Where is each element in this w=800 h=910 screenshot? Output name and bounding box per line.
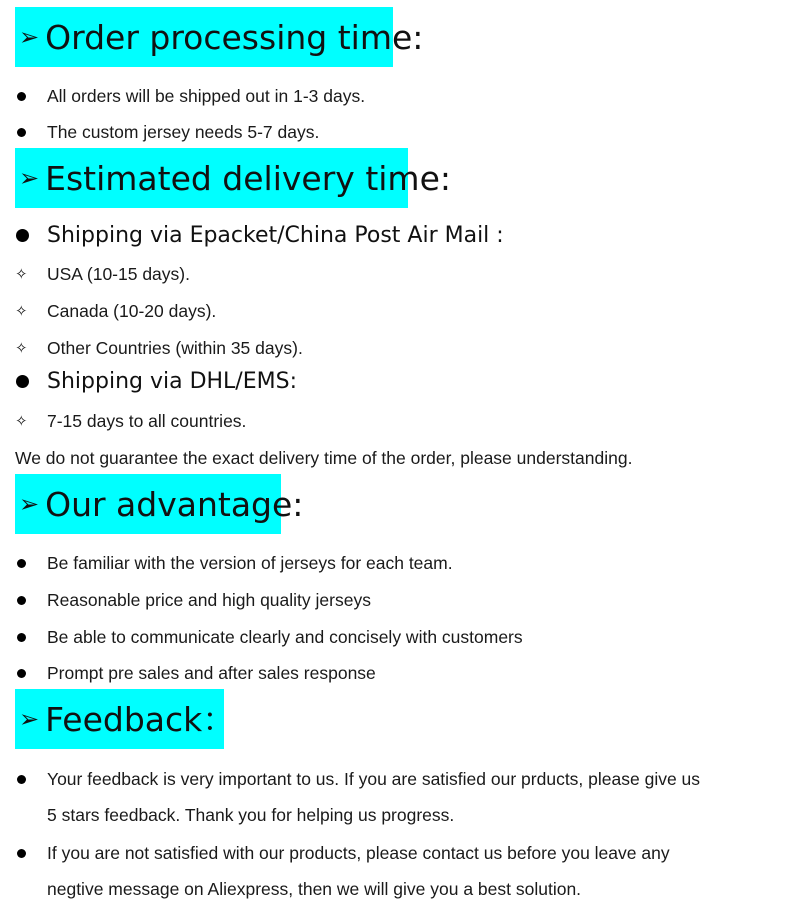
list-item-text: All orders will be shipped out in 1-3 days. <box>47 86 366 106</box>
bullet-dot-icon <box>17 128 26 137</box>
list-item-text: Prompt pre sales and after sales response <box>47 663 376 683</box>
bullet-dot-icon <box>17 633 26 642</box>
list-item-continuation: 5 stars feedback. Thank you for helping us progress. <box>47 805 455 825</box>
list-item-text: Canada (10-20 days). <box>47 301 217 321</box>
list-item <box>15 627 523 648</box>
four-point-star-icon: ✧ <box>15 412 28 430</box>
list-item <box>15 590 371 611</box>
arrow-bullet-icon: ➢ <box>19 23 40 51</box>
shipping-method-title: Shipping via DHL/EMS: <box>47 369 297 394</box>
list-item-text: Reasonable price and high quality jerseys <box>47 590 371 610</box>
heading-text: Estimated delivery time: <box>45 158 451 198</box>
list-item <box>15 122 319 143</box>
four-point-star-icon: ✧ <box>15 302 28 320</box>
list-item <box>15 411 246 432</box>
list-item-text: Be familiar with the version of jerseys for each team. <box>47 553 453 573</box>
list-item-text: 7-15 days to all countries. <box>47 411 247 431</box>
bullet-dot-icon <box>17 559 26 568</box>
list-item <box>15 301 216 322</box>
list-item <box>15 86 365 107</box>
list-item <box>15 338 303 359</box>
bullet-dot-icon <box>17 849 26 858</box>
list-item <box>15 843 670 864</box>
list-item <box>15 769 700 790</box>
arrow-bullet-icon: ➢ <box>19 705 40 733</box>
list-item-continuation: negtive message on Aliexpress, then we will give you a best solution. <box>47 879 582 899</box>
bullet-dot-icon <box>17 596 26 605</box>
list-item <box>15 264 190 285</box>
heading-feedback <box>15 689 236 749</box>
list-item <box>15 553 453 574</box>
shipping-method-dhl <box>15 369 297 394</box>
delivery-note: We do not guarantee the exact delivery time of the order, please understanding. <box>15 448 633 468</box>
heading-text: Our advantage: <box>45 484 304 524</box>
heading-estimated-delivery <box>15 148 451 208</box>
arrow-bullet-icon: ➢ <box>19 164 40 192</box>
list-item-text: Your feedback is very important to us. If you are satisfied our prducts, please give us <box>47 769 701 789</box>
bullet-dot-icon <box>16 375 29 388</box>
shipping-method-epacket <box>15 223 504 248</box>
list-item <box>15 663 376 684</box>
list-item-text: USA (10-15 days). <box>47 264 190 284</box>
four-point-star-icon: ✧ <box>15 265 28 283</box>
list-item-text: The custom jersey needs 5-7 days. <box>47 122 320 142</box>
shipping-method-title: Shipping via Epacket/China Post Air Mail : <box>47 223 504 248</box>
heading-order-processing <box>15 7 424 67</box>
bullet-dot-icon <box>17 775 26 784</box>
heading-text: Order processing time: <box>45 17 424 57</box>
list-item-text: Be able to communicate clearly and concisely with customers <box>47 627 523 647</box>
bullet-dot-icon <box>17 669 26 678</box>
arrow-bullet-icon: ➢ <box>19 490 40 518</box>
heading-text: Feedback： <box>45 699 236 739</box>
list-item-text: If you are not satisfied with our products, please contact us before you leave any <box>47 843 670 863</box>
heading-our-advantage <box>15 474 304 534</box>
bullet-dot-icon <box>17 92 26 101</box>
bullet-dot-icon <box>16 229 29 242</box>
list-item-text: Other Countries (within 35 days). <box>47 338 303 358</box>
four-point-star-icon: ✧ <box>15 339 28 357</box>
